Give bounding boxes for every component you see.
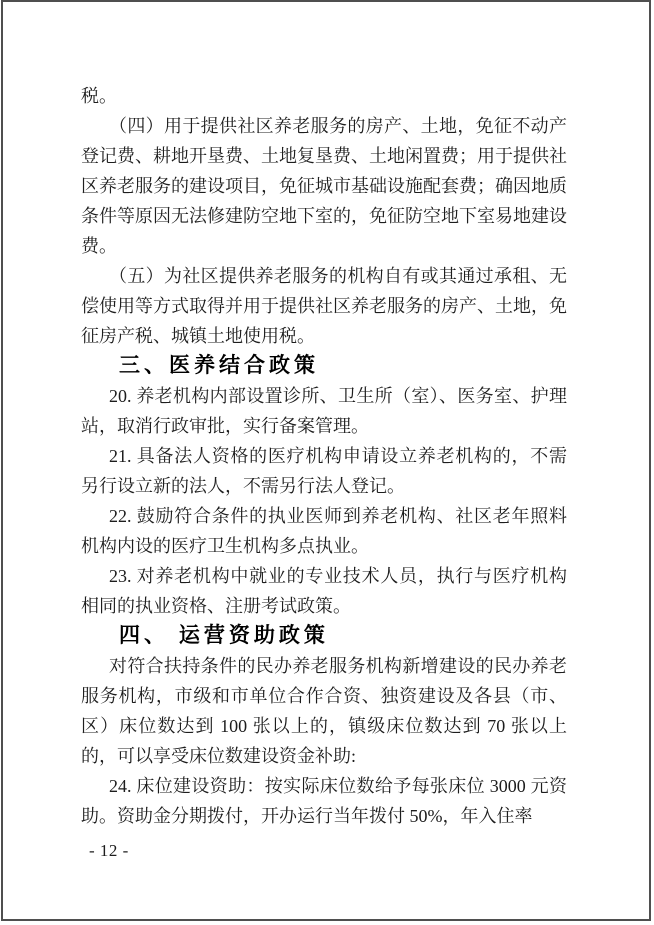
paragraph-item-23: 23. 对养老机构中就业的专业技术人员，执行与医疗机构相同的执业资格、注册考试政策。	[81, 566, 567, 616]
document-page	[1, 0, 651, 921]
paragraph-item-21: 21. 具备法人资格的医疗机构申请设立养老机构的，不需另行设立新的法人，不需另行法人登记。	[81, 446, 567, 496]
paragraph-item-24: 24. 床位建设资助：按实际床位数给予每张床位 3000 元资助。资助金分期拨付，开办运行当年拨付 50%，年入住率	[81, 776, 567, 826]
section-heading-4: 四、 运营资助政策	[119, 624, 329, 647]
paragraph-item-22: 22. 鼓励符合条件的执业医师到养老机构、社区老年照料机构内设的医疗卫生机构多点执业。	[81, 506, 567, 556]
paragraph-continuation: 税。	[81, 86, 117, 106]
paragraph-item-4: （四）用于提供社区养老服务的房产、土地，免征不动产登记费、耕地开垦费、土地复垦费、土地闲置费；用于提供社区养老服务的建设项目，免征城市基础设施配套费；确因地质条件等原因无法修建防空地下室的，免征防空地下室易地建设费。	[81, 116, 567, 256]
section-heading-3: 三、医养结合政策	[119, 354, 319, 377]
page-number: - 12 -	[89, 841, 129, 860]
document-body	[81, 81, 567, 831]
paragraph-item-5: （五）为社区提供养老服务的机构自有或其通过承租、无偿使用等方式取得并用于提供社区养老服务的房产、土地，免征房产税、城镇土地使用税。	[81, 266, 567, 346]
paragraph-item-20: 20. 养老机构内部设置诊所、卫生所（室）、医务室、护理站，取消行政审批，实行备案管理。	[81, 386, 567, 436]
paragraph-subsidy-intro: 对符合扶持条件的民办养老服务机构新增建设的民办养老服务机构，市级和市单位合作合资、独资建设及各县（市、区）床位数达到 100 张以上的，镇级床位数达到 70 张以上的，可以享受床位数建设资金补助:	[81, 656, 567, 766]
